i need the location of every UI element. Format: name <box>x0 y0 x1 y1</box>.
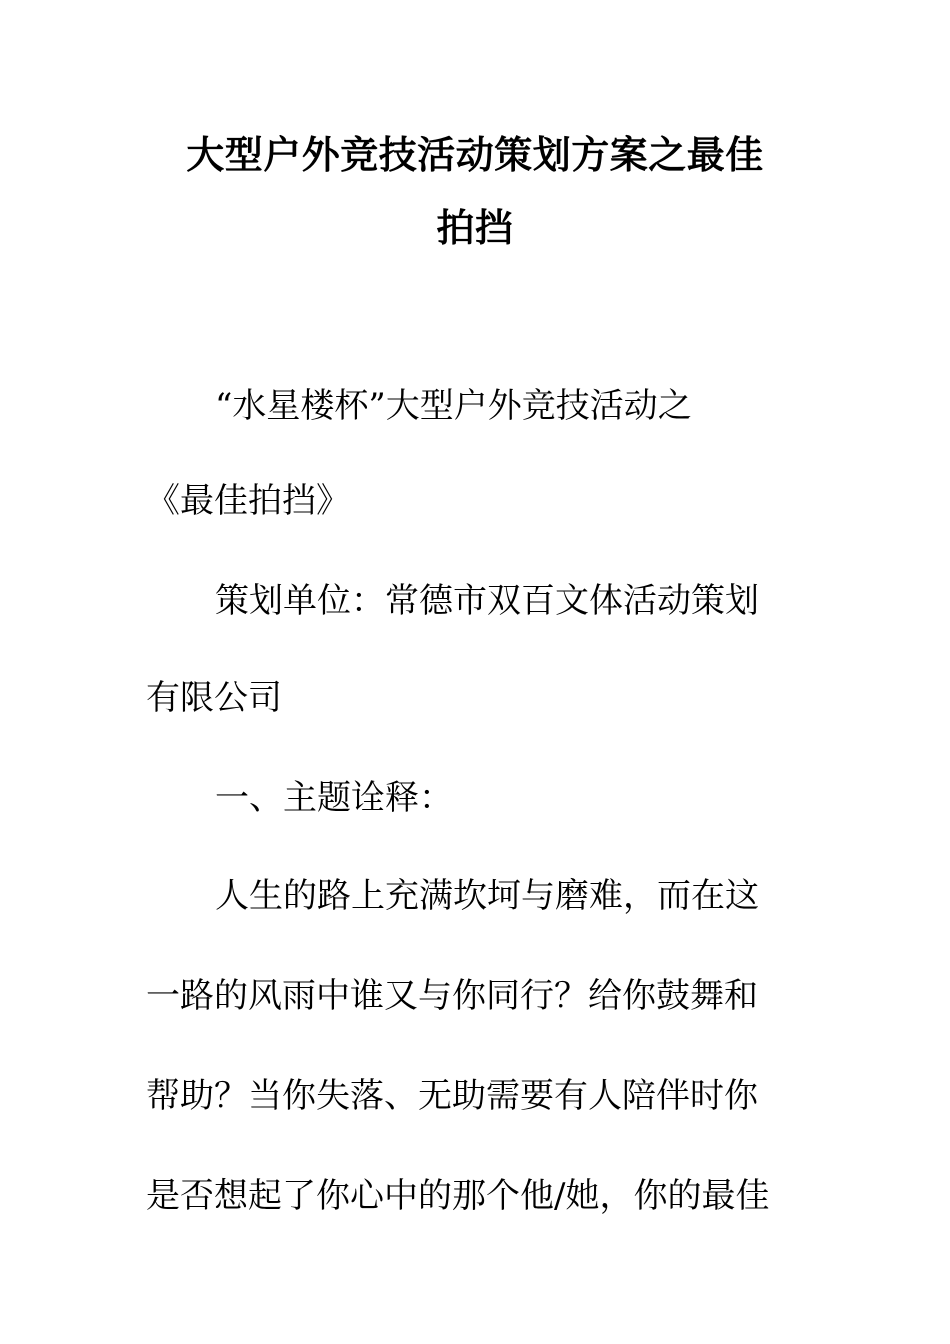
organizer-line: 策划单位：常德市双百文体活动策划 <box>215 581 759 621</box>
document-title-line-2: 拍挡 <box>436 206 514 250</box>
paragraph-line-4: 是否想起了你心中的那个他/她，你的最佳 <box>146 1176 770 1216</box>
event-name-continuation: 《最佳拍挡》 <box>146 481 350 521</box>
paragraph-line-1: 人生的路上充满坎坷与磨难，而在这 <box>215 876 759 916</box>
paragraph-line-3: 帮助？当你失落、无助需要有人陪伴时你 <box>146 1076 758 1116</box>
paragraph-line-2: 一路的风雨中谁又与你同行？给你鼓舞和 <box>146 976 758 1016</box>
organizer-continuation: 有限公司 <box>146 678 282 718</box>
document-title-line-1: 大型户外竞技活动策划方案之最佳 <box>186 133 764 177</box>
event-name-line: “水星楼杯”大型户外竞技活动之 <box>215 386 692 426</box>
section-heading: 一、主题诠释： <box>215 778 453 818</box>
